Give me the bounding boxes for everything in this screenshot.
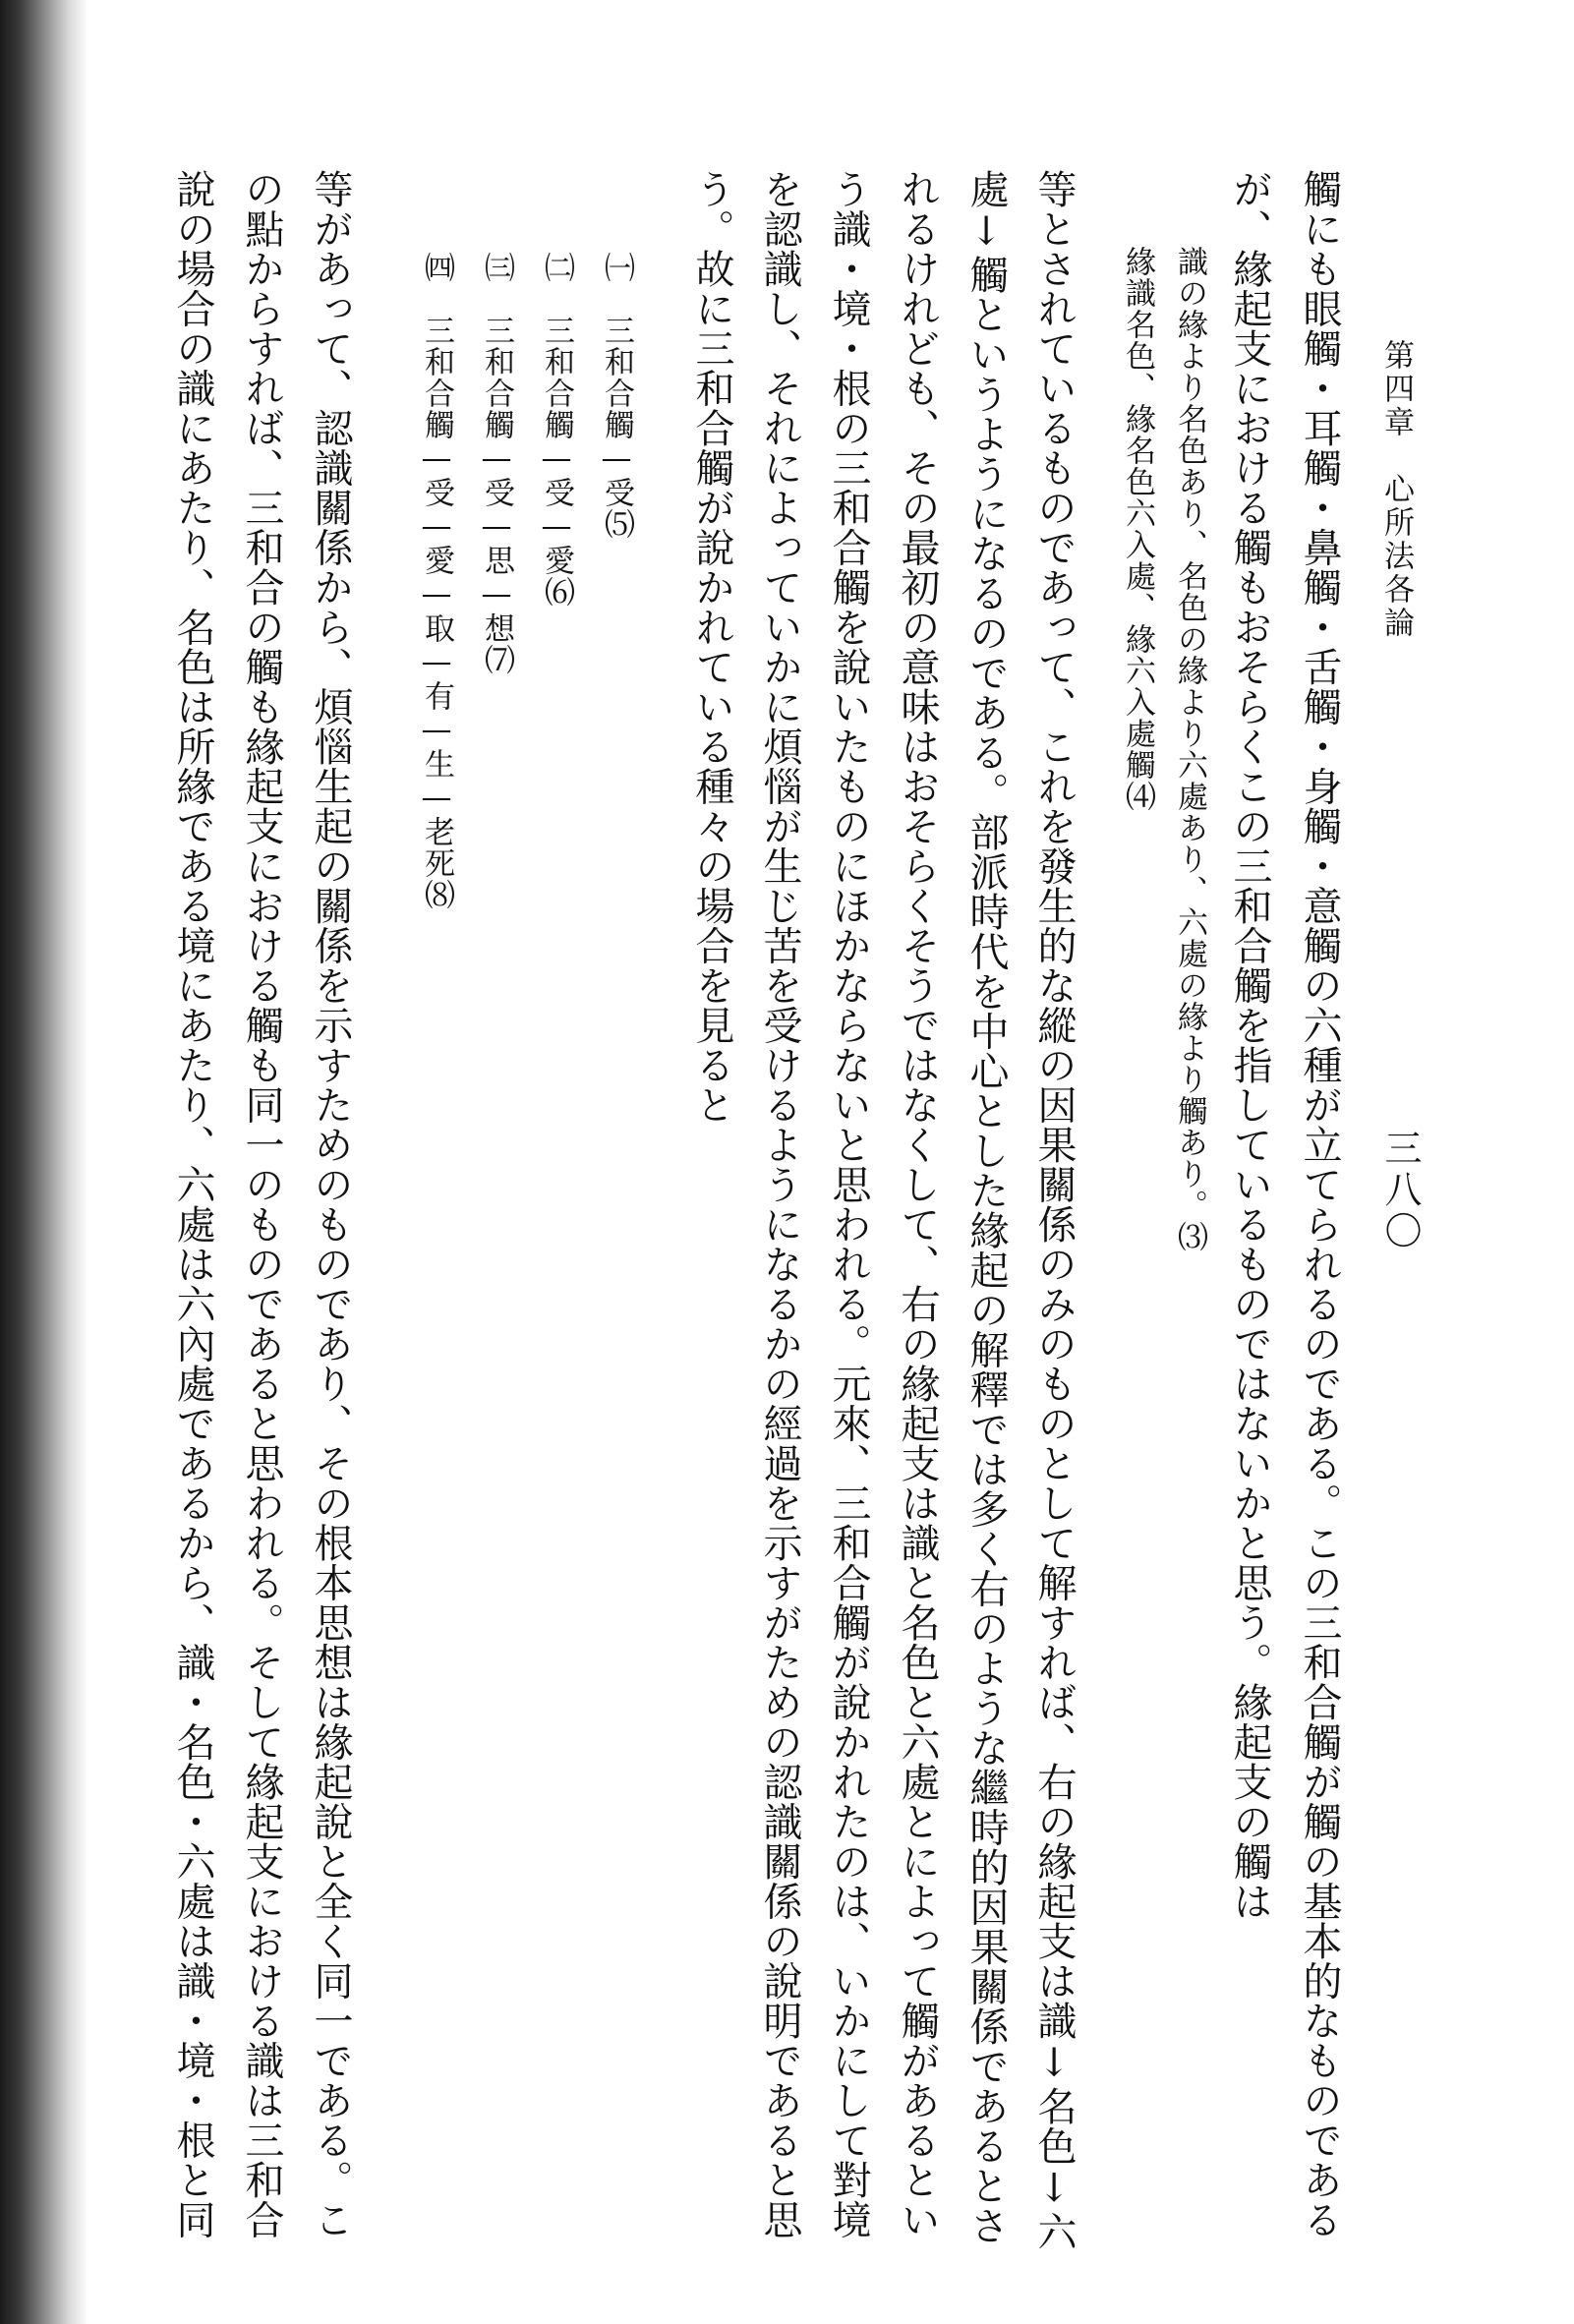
text-line-2: が、緣起支における觸もおそらくこの三和合觸を指しているものではないかと思う。緣起支の觸は <box>1227 169 1272 1921</box>
text-line-7: を認識し、それによっていかに煩惱が生じ苦を受けるようになるかの經過を示すがための認識關係の說明であると思 <box>757 169 802 2239</box>
text-line-8: う。故に三和合觸が說かれている種々の場合を見ると <box>689 169 734 1125</box>
page-number: 三八〇 <box>1378 1129 1422 1252</box>
text-line-4: 處↓觸というようになるのである。部派時代を中心とした緣起の解釋では多く右のような繼時的因果關係であるとさ <box>963 169 1009 2245</box>
formula-line-3: ㈢ 三和合觸—受—思—想⑺ <box>479 252 514 675</box>
quote-line-2: 緣識名色、緣名色六入處、緣六入處觸⑷ <box>1120 246 1155 812</box>
text-line-10: の點からすれば、三和合の觸も緣起支における觸も同一のものであると思われる。そして緣起支における識は三和合 <box>239 169 284 2239</box>
formula-line-4: ㈣ 三和合觸—受—愛—取—有—生—老死⑻ <box>419 252 454 910</box>
text-line-9: 等があって、認識關係から、煩惱生起の關係を示すためのものであり、その根本思想は緣起說と全く同一である。こ <box>308 169 353 2239</box>
formula-line-1: ㈠ 三和合觸—受⑸ <box>599 252 634 540</box>
text-line-11: 說の場合の識にあたり、名色は所緣である境にあたり、六處は六內處であるから、識・名色・六處は識・境・根と同 <box>170 169 215 2239</box>
text-line-5: れるけれども、その最初の意味はおそらくそうではなくして、右の緣起支は識と名色と六處とによって觸があるとい <box>895 169 940 2239</box>
text-line-3: 等とされているものであって、これを發生的な縱の因果關係のみのものとして解すれば、右の緣起支は識↓名色↓六 <box>1031 169 1077 2251</box>
formula-line-2: ㈡ 三和合觸—受—愛⑹ <box>539 252 574 608</box>
text-line-6: う識・境・根の三和合觸を說いたものにほかならないと思われる。元來、三和合觸が說かれたのは、いかにして對境 <box>826 169 871 2239</box>
text-line-1: 觸にも眼觸・耳觸・鼻觸・舌觸・身觸・意觸の六種が立てられるのである。この三和合觸が觸の基本的なものである <box>1297 169 1342 2239</box>
running-title: 第四章 心所法各論 <box>1378 339 1414 640</box>
quote-line-1: 識の緣より名色あり、名色の緣より六處あり、六處の緣より觸あり。⑶ <box>1172 246 1207 1252</box>
scan-shadow-edge <box>0 0 88 2324</box>
